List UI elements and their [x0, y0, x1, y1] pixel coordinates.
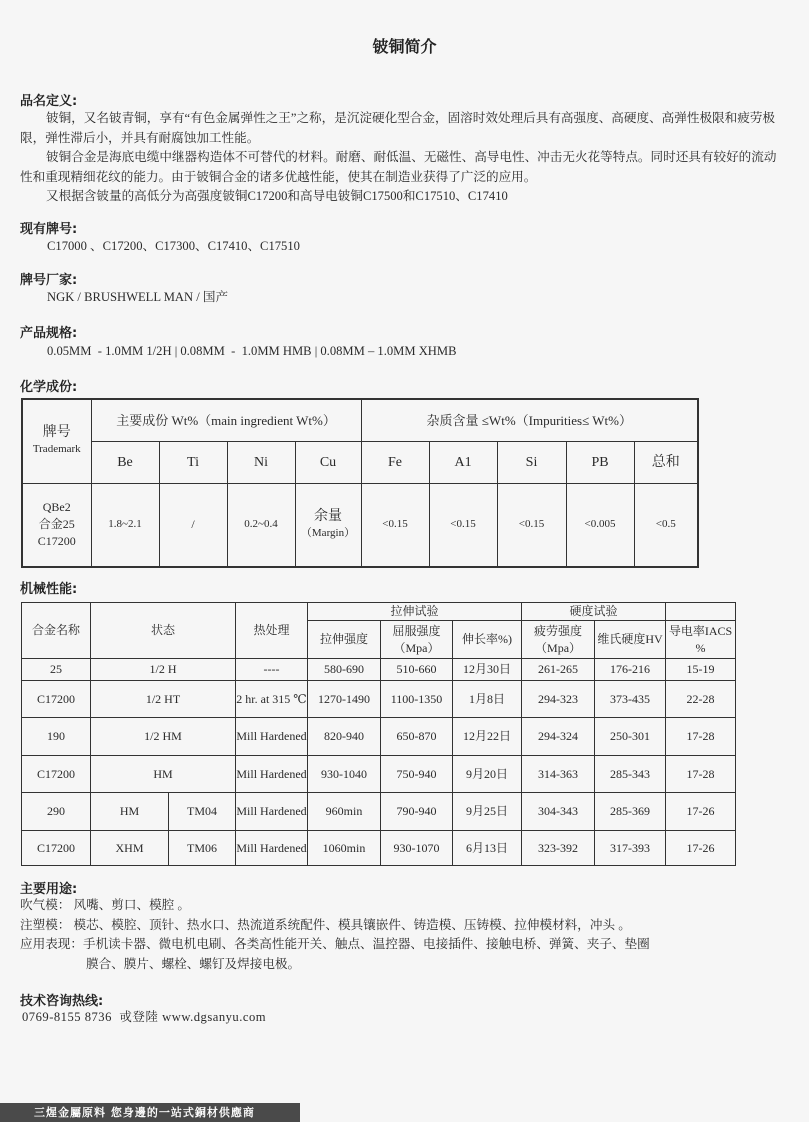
footer-banner: 三煋金屬原料 您身邊的一站式銅材供應商 [0, 1103, 300, 1122]
heat-cell: Mill Hardened [236, 793, 308, 831]
chemical-composition-table [21, 398, 699, 568]
element-header-row [22, 441, 698, 483]
alloy-header: 合金名称 [22, 603, 91, 659]
fatigue-header: 疲劳强度 （Mpa） [522, 621, 595, 659]
vickers-cell: 176-216 [595, 659, 666, 681]
spec-text: 0.05MM - 1.0MM 1/2H | 0.08MM - 1.0MM HMB | 0.08MM – 1.0MM XHMB [47, 344, 457, 358]
fatigue-cell: 323-392 [522, 831, 595, 866]
state-cell: XHM [91, 831, 169, 866]
cond-cell: 17-26 [666, 831, 736, 866]
fatigue-cell: 294-323 [522, 681, 595, 718]
uses-body [20, 896, 780, 974]
elong-cell: 12月30日 [453, 659, 522, 681]
uses-line: 吹气模： 风嘴、剪口、模腔 。 [20, 898, 191, 912]
state-header: 状态 [91, 603, 236, 659]
tensile-cell: 960min [308, 793, 381, 831]
yield-cell: 750-940 [381, 756, 453, 793]
elongation-header: 伸长率%) [453, 621, 522, 659]
value-cell: <0.5 [634, 483, 698, 567]
heat-cell: Mill Hardened [236, 718, 308, 756]
grades-text: C17000 、C17200、C17300、C17410、C17510 [47, 239, 300, 253]
state2-cell: TM04 [169, 793, 236, 831]
mechanical-properties-table [21, 602, 736, 866]
cond-cell: 17-28 [666, 756, 736, 793]
tensile-cell: 820-940 [308, 718, 381, 756]
tensile-cell: 1270-1490 [308, 681, 381, 718]
page-title: 铍铜简介 [372, 37, 437, 56]
spec-heading: 产品规格: [20, 326, 78, 341]
yield-cell: 930-1070 [381, 831, 453, 866]
fatigue-cell: 294-324 [522, 718, 595, 756]
alloy-cell: C17200 [22, 831, 91, 866]
definition-body [20, 109, 780, 207]
table-row [22, 659, 736, 681]
heat-cell: ---- [236, 659, 308, 681]
state-cell: HM [91, 756, 236, 793]
col-header: Be [91, 441, 159, 483]
alloy-cell: 290 [22, 793, 91, 831]
conductivity-header: 导电率IACS % [666, 621, 736, 659]
fatigue-cell: 304-343 [522, 793, 595, 831]
elong-cell: 1月8日 [453, 681, 522, 718]
alloy-cell: C17200 [22, 681, 91, 718]
yield-cell: 510-660 [381, 659, 453, 681]
value-cell: 0.2~0.4 [227, 483, 295, 567]
table-row [22, 831, 736, 866]
definition-paragraph: 又根据含铍量的高低分为高强度铍铜C17200和高导电铍铜C17500和C17510、C17410 [46, 189, 508, 203]
impurities-header: 杂质含量 ≤Wt%（Impurities≤ Wt%） [361, 399, 698, 441]
yield-cell: 650-870 [381, 718, 453, 756]
state-cell: 1/2 H [91, 659, 236, 681]
heat-cell: Mill Hardened [236, 756, 308, 793]
cond-cell: 22-28 [666, 681, 736, 718]
col-header: Cu [295, 441, 361, 483]
value-cell: <0.005 [566, 483, 634, 567]
vickers-header: 维氏硬度HV [595, 621, 666, 659]
chem-heading: 化学成份: [20, 380, 78, 395]
mech-heading: 机械性能: [20, 582, 78, 597]
heat-header: 热处理 [236, 603, 308, 659]
cond-cell: 17-26 [666, 793, 736, 831]
heat-cell: Mill Hardened [236, 831, 308, 866]
vickers-cell: 250-301 [595, 718, 666, 756]
col-header: Fe [361, 441, 429, 483]
value-cell: <0.15 [429, 483, 497, 567]
col-header: Si [497, 441, 566, 483]
value-cell: <0.15 [497, 483, 566, 567]
tensile-cell: 1060min [308, 831, 381, 866]
hotline-heading: 技术咨询热线: [20, 994, 104, 1009]
makers-text: NGK / BRUSHWELL MAN / 国产 [47, 290, 229, 304]
elong-cell: 9月25日 [453, 793, 522, 831]
state-cell: 1/2 HM [91, 718, 236, 756]
main-ingredient-header: 主要成份 Wt%（main ingredient Wt%） [91, 399, 361, 441]
state2-cell: TM06 [169, 831, 236, 866]
value-cell: / [159, 483, 227, 567]
col-header: 总和 [634, 441, 698, 483]
vickers-cell: 285-343 [595, 756, 666, 793]
alloy-cell: 25 [22, 659, 91, 681]
blank-header [666, 603, 736, 621]
value-cell: 1.8~2.1 [91, 483, 159, 567]
yield-cell: 1100-1350 [381, 681, 453, 718]
col-header: PB [566, 441, 634, 483]
cond-cell: 17-28 [666, 718, 736, 756]
state-cell: HM [91, 793, 169, 831]
elong-cell: 6月13日 [453, 831, 522, 866]
vickers-cell: 317-393 [595, 831, 666, 866]
table-row [22, 718, 736, 756]
tensile-cell: 580-690 [308, 659, 381, 681]
uses-line: 膜合、膜片、螺栓、螺钉及焊接电极。 [86, 956, 301, 971]
uses-line: 应用表现：手机读卡器、微电机电刷、各类高性能开关、触点、温控器、电接插件、接触电桥、弹簧、夹子、垫圈 [20, 937, 650, 951]
alloy-cell: C17200 [22, 756, 91, 793]
cond-cell: 15-19 [666, 659, 736, 681]
col-header: Ti [159, 441, 227, 483]
fatigue-cell: 314-363 [522, 756, 595, 793]
makers-heading: 牌号厂家: [20, 273, 78, 288]
tensile-cell: 930-1040 [308, 756, 381, 793]
col-header: A1 [429, 441, 497, 483]
tensile-group-header: 拉伸试验 [308, 603, 522, 621]
hardness-group-header: 硬度试验 [522, 603, 666, 621]
table-row [22, 483, 698, 567]
yield-cell: 790-940 [381, 793, 453, 831]
tensile-header: 拉伸强度 [308, 621, 381, 659]
uses-line: 注塑模： 模芯、模腔、顶针、热水口、热流道系统配件、模具镶嵌件、铸造模、压铸模、拉伸模材料，冲头 。 [20, 917, 631, 932]
elong-cell: 9月20日 [453, 756, 522, 793]
col-header: Ni [227, 441, 295, 483]
table-row [22, 681, 736, 718]
uses-heading: 主要用途: [20, 882, 78, 897]
definition-paragraph: 铍铜合金是海底电缆中继器构造体不可替代的材料。耐磨、耐低温、无磁性、高导电性、冲击无火花等特点。同时还具有较好的流动性和重现精细花纹的能力。由于铍铜合金的诸多优越性能，使其在制造业获得了广泛的应用。 [20, 150, 777, 184]
heat-cell: 2 hr. at 315 ℃ [236, 681, 308, 718]
trademark-header: 牌号 Trademark [22, 399, 91, 483]
grade-cell: QBe2 合金25 C17200 [22, 483, 91, 567]
definition-heading: 品名定义: [20, 94, 78, 109]
vickers-cell: 285-369 [595, 793, 666, 831]
alloy-cell: 190 [22, 718, 91, 756]
grades-heading: 现有牌号: [20, 222, 78, 237]
table-row [22, 793, 736, 831]
yield-header: 屈服强度 （Mpa） [381, 621, 453, 659]
table-row [22, 756, 736, 793]
elong-cell: 12月22日 [453, 718, 522, 756]
vickers-cell: 373-435 [595, 681, 666, 718]
fatigue-cell: 261-265 [522, 659, 595, 681]
hotline-text: 0769-8155 8736 戓登陸 www.dgsanyu.com [22, 1010, 267, 1024]
value-cell: 余量 （Margin） [295, 483, 361, 567]
value-cell: <0.15 [361, 483, 429, 567]
state-cell: 1/2 HT [91, 681, 236, 718]
definition-paragraph: 铍铜，又名铍青铜，享有“有色金属弹性之王”之称，是沉淀硬化型合金，固溶时效处理后具有高强度、高硬度、高弹性极限和疲劳极限，弹性滞后小，并具有耐腐蚀加工性能。 [20, 111, 776, 145]
